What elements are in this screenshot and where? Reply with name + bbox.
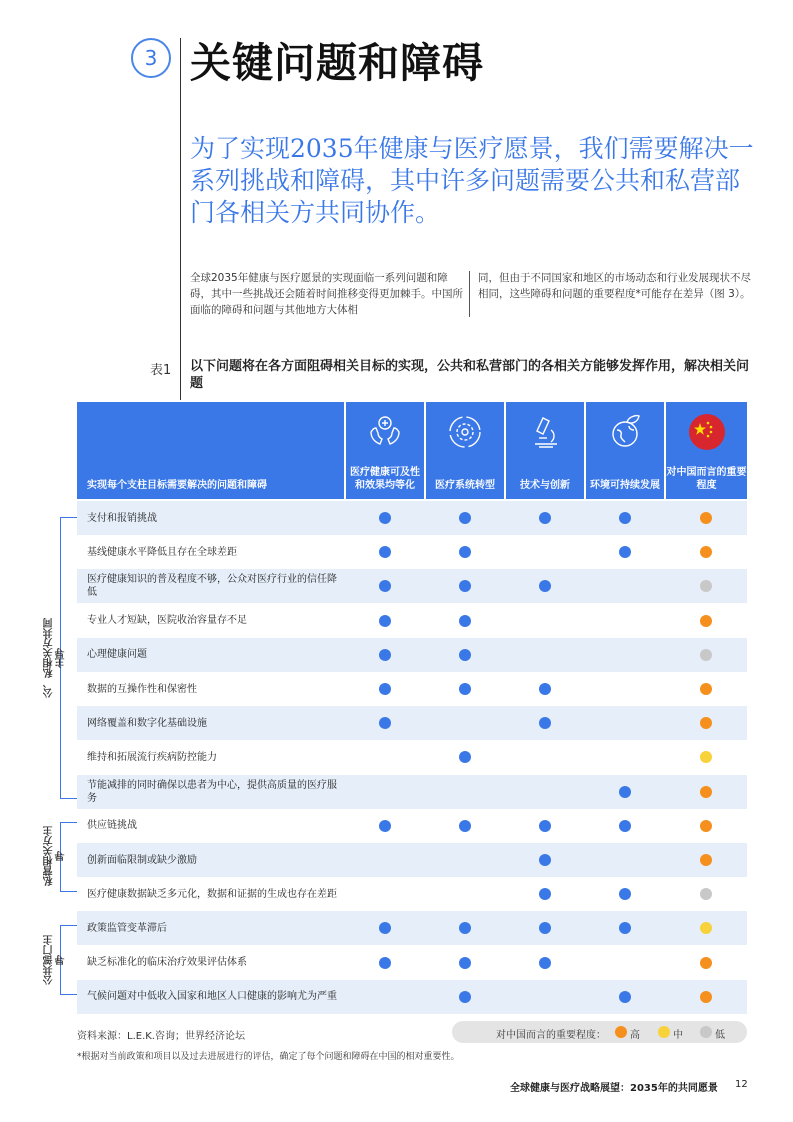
table-row (77, 604, 747, 638)
pillar-mark-dot (379, 546, 391, 558)
importance-low-dot (700, 580, 712, 592)
header-system-label: 医疗系统转型 (435, 480, 495, 491)
issue-label: 创新面临限制或缺少激励 (87, 854, 197, 866)
table-row (77, 809, 747, 843)
header-china (666, 402, 747, 499)
legend-title: 对中国而言的重要程度： (496, 1030, 606, 1041)
page-number: 12 (735, 1079, 748, 1090)
issue-label: 心理健康问题 (87, 649, 147, 661)
importance-medium-dot (700, 751, 712, 763)
microscope-icon (525, 412, 565, 452)
pillar-mark-dot (619, 546, 631, 558)
header-tech-label: 技术与创新 (520, 480, 570, 491)
importance-high-dot (700, 957, 712, 969)
importance-high-dot (700, 991, 712, 1003)
pillar-mark-dot (459, 683, 471, 695)
importance-high-dot (700, 546, 712, 558)
pillar-mark-dot (459, 546, 471, 558)
header-tech (506, 402, 584, 499)
header-env-label: 环境可持续发展 (590, 480, 660, 491)
group-label-private: 私营相关方主导 (44, 826, 67, 886)
hands-health-icon (365, 412, 405, 452)
issue-label: 政策监管变革滞后 (87, 922, 167, 934)
issue-label: 节能减排的同时确保以患者为中心，提供高质量的医疗服务 (87, 779, 337, 804)
globe-leaf-icon (605, 412, 645, 452)
table-row (77, 740, 747, 774)
issue-label: 气候问题对中低收入国家和地区人口健康的影响尤为严重 (87, 991, 337, 1003)
importance-medium-dot (700, 922, 712, 934)
issue-label: 医疗健康数据缺乏多元化，数据和证据的生成也存在差距 (87, 888, 337, 900)
legend-medium-label: 中 (673, 1030, 683, 1041)
issue-label: 支付和报销挑战 (87, 512, 157, 524)
pillar-mark-dot (379, 512, 391, 524)
group-label-joint: 公、私相关方共同主导 (44, 618, 67, 698)
footnote: *根据对当前政策和项目以及过去进展进行的评估，确定了每个问题和障碍在中国的相对重要性。 (77, 1052, 460, 1062)
page-title: 关键问题和障碍 (190, 39, 484, 87)
legend-medium-dot (658, 1026, 670, 1038)
importance-high-dot (700, 512, 712, 524)
pillar-mark-dot (619, 512, 631, 524)
issue-label: 数据的互操作性和保密性 (87, 683, 197, 695)
bracket-tick (61, 925, 77, 926)
table-row (77, 638, 747, 672)
pillar-mark-dot (459, 751, 471, 763)
body-column-1: 全球2035年健康与医疗愿景的实现面临一系列问题和障碍，其中一些挑战还会随着时间推移变得更加棘手。中国所面临的障碍和问题与其他地方大体相 (190, 272, 463, 316)
importance-legend (452, 1021, 747, 1043)
header-issues (77, 402, 344, 499)
pillar-mark-dot (379, 580, 391, 592)
pillar-mark-dot (459, 580, 471, 592)
bracket-tick (61, 798, 77, 799)
pillar-mark-dot (459, 615, 471, 627)
pillar-mark-dot (379, 922, 391, 934)
pillar-mark-dot (539, 820, 551, 832)
pillar-mark-dot (619, 820, 631, 832)
table-header (77, 402, 747, 499)
pillar-mark-dot (379, 615, 391, 627)
table-row (77, 501, 747, 535)
bracket-tick (61, 517, 77, 518)
importance-high-dot (700, 854, 712, 866)
pillar-mark-dot (459, 649, 471, 661)
importance-high-dot (700, 717, 712, 729)
pillar-mark-dot (539, 580, 551, 592)
importance-high-dot (700, 683, 712, 695)
issue-label: 医疗健康知识的普及程度不够，公众对医疗行业的信任降低 (87, 574, 337, 599)
section-number: 3 (131, 38, 171, 78)
issues-table (77, 402, 747, 1003)
table-row (77, 843, 747, 877)
table-row (77, 672, 747, 706)
table-row (77, 569, 747, 603)
importance-low-dot (700, 888, 712, 900)
pillar-mark-dot (459, 922, 471, 934)
header-china-label: 对中国而言的重要程度 (666, 467, 747, 491)
legend-low-dot (700, 1026, 712, 1038)
lead-paragraph: 为了实现2035年健康与医疗愿景，我们需要解决一系列挑战和障碍，其中许多问题需要公共和私营部门各相关方共同协作。 (190, 134, 754, 227)
issue-label: 维持和拓展流行疾病防控能力 (87, 751, 217, 763)
header-access (346, 402, 424, 499)
header-access-label: 医疗健康可及性和效果均等化 (350, 467, 420, 491)
issue-label: 专业人才短缺，医院收治容量存不足 (87, 615, 247, 627)
bracket-tick (61, 994, 77, 995)
body-column-2: 同，但由于不同国家和地区的市场动态和行业发展现状不尽相同，这些障碍和问题的重要程度*可能存在差异（图 3）。 (478, 272, 751, 300)
issue-label: 基线健康水平降低且存在全球差距 (87, 546, 237, 558)
pillar-mark-dot (379, 717, 391, 729)
pillar-mark-dot (539, 888, 551, 900)
table-row (77, 535, 747, 569)
divider-line (180, 38, 181, 400)
header-system (426, 402, 504, 499)
table-label: 表1 (150, 363, 172, 378)
pillar-mark-dot (619, 786, 631, 798)
header-env (586, 402, 664, 499)
footer-title: 全球健康与医疗战略展望：2035年的共同愿景 (510, 1083, 718, 1094)
pillar-mark-dot (459, 991, 471, 1003)
legend-high-label: 高 (630, 1030, 640, 1041)
column-separator (469, 271, 470, 317)
header-issues-label: 实现每个支柱目标需要解决的问题和障碍 (87, 480, 267, 491)
issue-label: 缺乏标准化的临床治疗效果评估体系 (87, 957, 247, 969)
pillar-mark-dot (459, 820, 471, 832)
pillar-mark-dot (539, 957, 551, 969)
table-row (77, 946, 747, 980)
pillar-mark-dot (619, 888, 631, 900)
table-row (77, 706, 747, 740)
pillar-mark-dot (539, 922, 551, 934)
pillar-mark-dot (539, 512, 551, 524)
pillar-mark-dot (379, 957, 391, 969)
table-row (77, 911, 747, 945)
pillar-mark-dot (539, 683, 551, 695)
pillar-mark-dot (379, 820, 391, 832)
pillar-mark-dot (619, 922, 631, 934)
legend-low-label: 低 (715, 1030, 725, 1041)
bracket-tick (61, 822, 77, 823)
pillar-mark-dot (379, 683, 391, 695)
importance-high-dot (700, 820, 712, 832)
china-flag-icon (687, 412, 727, 452)
group-label-public: 公共部门主导 (44, 935, 67, 985)
bracket-tick (61, 891, 77, 892)
pillar-mark-dot (619, 991, 631, 1003)
pillar-mark-dot (459, 957, 471, 969)
issue-label: 网络覆盖和数字化基础设施 (87, 717, 207, 729)
importance-low-dot (700, 649, 712, 661)
table-row (77, 775, 747, 809)
pillar-mark-dot (459, 512, 471, 524)
pillar-mark-dot (539, 854, 551, 866)
importance-high-dot (700, 786, 712, 798)
pillar-mark-dot (539, 717, 551, 729)
source-note: 资料来源：L.E.K.咨询；世界经济论坛 (77, 1031, 245, 1042)
gear-cycle-icon (445, 412, 485, 452)
issue-label: 供应链挑战 (87, 820, 137, 832)
table-caption: 以下问题将在各方面阻碍相关目标的实现，公共和私营部门的各相关方能够发挥作用，解决相关问题 (190, 359, 750, 391)
table-row (77, 877, 747, 911)
pillar-mark-dot (379, 649, 391, 661)
importance-high-dot (700, 615, 712, 627)
legend-high-dot (615, 1026, 627, 1038)
table-row (77, 980, 747, 1014)
